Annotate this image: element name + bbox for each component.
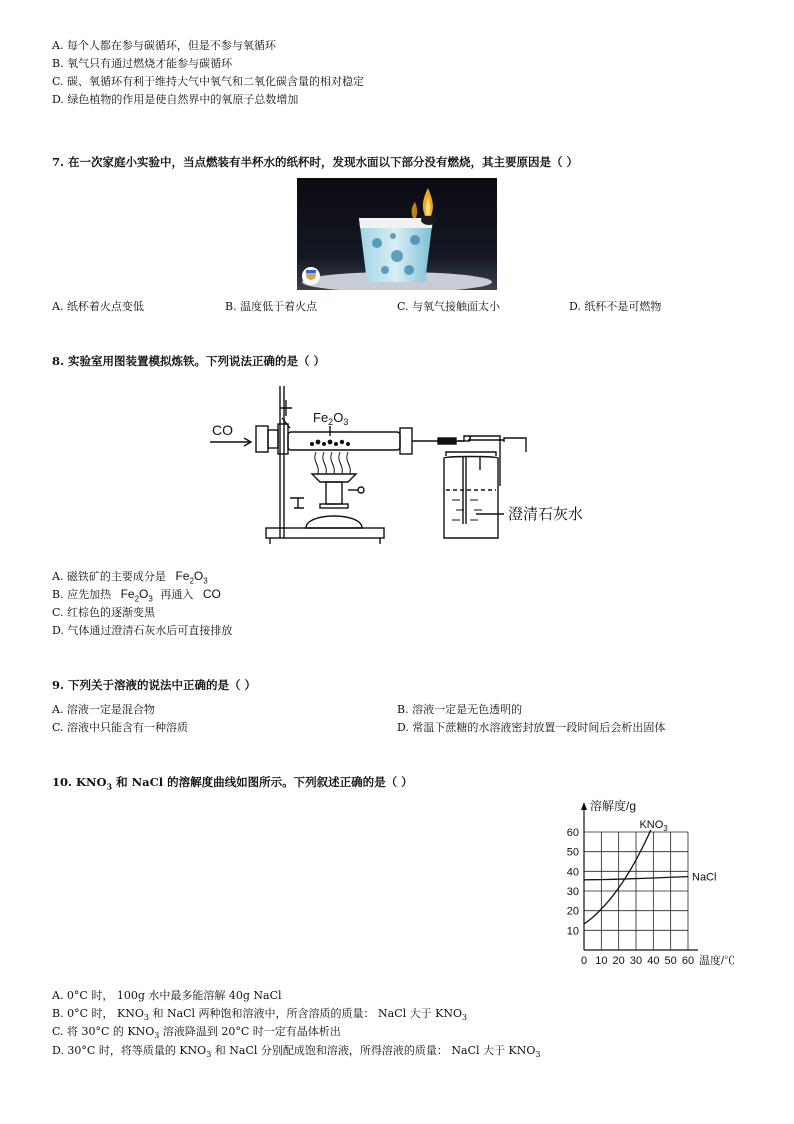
y-tick-label: 60 xyxy=(566,827,579,839)
series-line-kno3 xyxy=(584,796,679,924)
y-axis-arrow xyxy=(581,802,587,810)
question-9-option-d: D. 常温下蔗糖的水溶液密封放置一段时间后会析出固体 xyxy=(397,721,666,734)
x-axis-label: 温度/℃ xyxy=(699,955,736,967)
question-7-option-a: A. 纸杯着火点变低 xyxy=(52,300,144,313)
limewater-label: 澄清石灰水 xyxy=(508,506,584,523)
question-8-option-b: B. 应先加热 $Fe_2O_3$ 再通入 CO xyxy=(52,587,221,604)
x-tick-label: 50 xyxy=(664,955,677,967)
question-10-stem: 10. $KNO_3$ 和 NaCl 的溶解度曲线如图所示。下列叙述正确的是（ ） xyxy=(52,775,413,792)
question-9-option-c: C. 溶液中只能含有一种溶质 xyxy=(52,721,189,734)
y-tick-label: 10 xyxy=(566,925,579,938)
y-tick-label: 20 xyxy=(566,905,579,918)
question-7-option-c: C. 与氧气接触面太小 xyxy=(397,300,501,313)
series-label-kno3: $KNO_3$ xyxy=(639,819,668,833)
question-8-option-c: C. 红棕色的逐渐变黑 xyxy=(52,606,156,619)
prev-option-c: C. 碳、氧循环有利于维持大气中氧气和二氧化碳含量的相对稳定 xyxy=(52,75,365,88)
x-tick-label: 30 xyxy=(629,955,643,967)
question-7-option-d: D. 纸杯不是可燃物 xyxy=(569,300,662,313)
question-10-option-d: D. 30°C 时，将等质量的 $KNO_3$ 和 NaCl 分别配成饱和溶液，所得溶液的质量： NaCl 大于 $KNO_3$ xyxy=(52,1044,541,1060)
question-8-option-a: A. 磁铁矿的主要成分是 $Fe_2O_3$ xyxy=(52,569,208,586)
prev-option-d: D. 绿色植物的作用是使自然界中的氧原子总数增加 xyxy=(52,93,299,106)
y-axis-label: 溶解度/g xyxy=(590,799,637,813)
question-8-stem: 8. 实验室用图装置模拟炼铁。下列说法正确的是（ ） xyxy=(52,354,326,368)
burning-paper-cup-photo xyxy=(297,178,497,290)
fe2o3-label: $Fe_2O_3$ xyxy=(313,410,349,427)
question-9-option-a: A. 溶液一定是混合物 xyxy=(52,703,155,716)
question-7-option-b: B. 温度低于着火点 xyxy=(225,300,318,313)
question-8-option-d: D. 气体通过澄清石灰水后可直接排放 xyxy=(52,624,233,637)
iron-smelting-apparatus-diagram xyxy=(208,378,608,548)
y-tick-label: 30 xyxy=(566,886,579,898)
x-tick-label: 40 xyxy=(647,955,660,967)
x-tick-label: 60 xyxy=(681,955,695,967)
question-9-stem: 9. 下列关于溶液的说法中正确的是（ ） xyxy=(52,678,257,692)
series-label-nacl: NaCl xyxy=(692,871,717,884)
question-10-option-c: C. 将 30°C 的 $KNO_3$ 溶液降温到 20°C 时一定有晶体析出 xyxy=(52,1025,341,1041)
x-tick-label: 20 xyxy=(612,955,625,967)
question-7-stem: 7. 在一次家庭小实验中，当点燃装有半杯水的纸杯时，发现水面以下部分没有燃烧，其主要原因是（ ） xyxy=(52,155,579,169)
question-9-option-b: B. 溶液一定是无色透明的 xyxy=(397,703,523,716)
question-10-option-a: A. 0°C 时， 100g 水中最多能溶解 40g NaCl xyxy=(52,989,282,1002)
prev-option-a: A. 每个人都在参与碳循环，但是不参与氧循环 xyxy=(52,39,276,52)
y-tick-label: 50 xyxy=(566,846,579,859)
prev-option-b: B. 氧气只有通过燃烧才能参与碳循环 xyxy=(52,57,233,70)
y-tick-label: 40 xyxy=(566,866,579,879)
co-inlet-label: CO xyxy=(212,422,233,438)
solubility-chart xyxy=(556,796,756,982)
x-tick-label: 10 xyxy=(595,955,608,967)
x-tick-label: 0 xyxy=(580,955,588,967)
question-10-option-b: B. 0°C 时， $KNO_3$ 和 NaCl 两种饱和溶液中，所含溶质的质量： NaCl 大于 $KNO_3$ xyxy=(52,1007,468,1023)
